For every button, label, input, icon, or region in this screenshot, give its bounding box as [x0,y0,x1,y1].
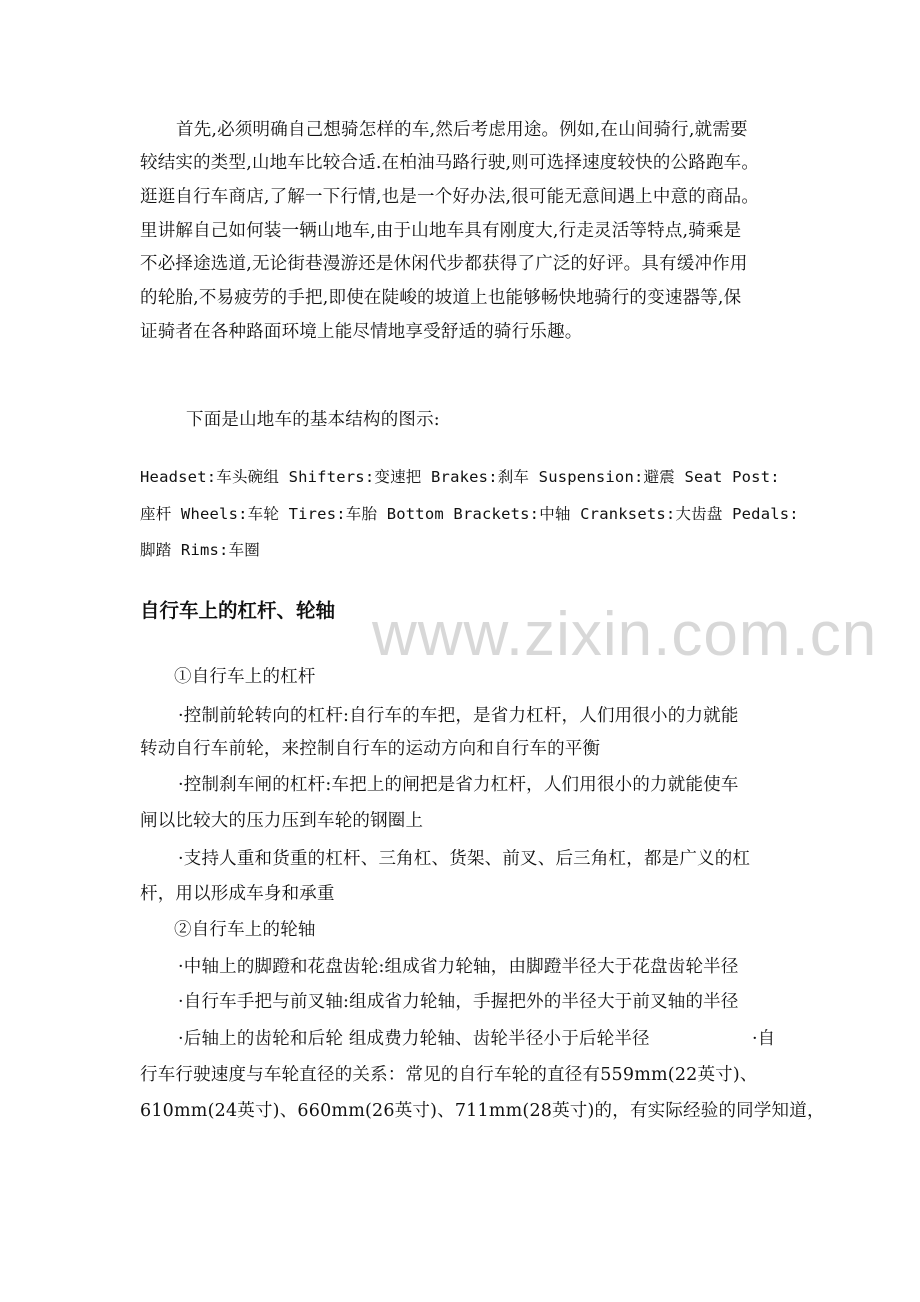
list-item-line: ·控制前轮转向的杠杆:自行车的车把，是省力杠杆，人们用很小的力就能 [178,706,739,726]
list-item-line: ·控制刹车闸的杠杆:车把上的闸把是省力杠杆，人们用很小的力就能使车 [178,775,739,795]
paragraph-line: 不必择途选道,无论街巷漫游还是休闲代步都获得了广泛的好评。具有缓冲作用 [140,254,748,274]
section-heading: 自行车上的杠杆、轮轴 [140,599,336,622]
paragraph-line: 较结实的类型,山地车比较合适.在柏油马路行驶,则可选择速度较快的公路跑车。 [140,153,760,173]
glossary-line: 座杆 Wheels:车轮 Tires:车胎 Bottom Brackets:中轴 Cranksets:大齿盘 Pedals: [140,505,799,523]
paragraph-line: 行车行驶速度与车轮直径的关系：常见的自行车轮的直径有559mm(22英寸)、 [140,1065,758,1085]
diagram-intro: 下面是山地车的基本结构的图示: [186,410,440,430]
paragraph-line: 的轮胎,不易疲劳的手把,即使在陡峻的坡道上也能够畅快地骑行的变速器等,保 [140,288,742,308]
list-item-line: ·后轴上的齿轮和后轮 组成费力轮轴、齿轮半径小于后轮半径 [178,1029,650,1049]
paragraph-line: 里讲解自己如何装一辆山地车,由于山地车具有刚度大,行走灵活等特点,骑乘是 [140,221,742,241]
list-item-line: 闸以比较大的压力压到车轮的钢圈上 [140,811,424,831]
paragraph-line: 逛逛自行车商店,了解一下行情,也是一个好办法,很可能无意间遇上中意的商品。 [140,187,760,207]
list-item-line: 转动自行车前轮，来控制自行车的运动方向和自行车的平衡 [140,739,601,759]
paragraph-line: 610mm(24英寸)、660mm(26英寸)、711mm(28英寸)的，有实际经验的同学知道， [140,1101,825,1121]
list-item-line: 杆，用以形成车身和承重 [140,884,335,904]
paragraph-line: 首先,必须明确自己想骑怎样的车,然后考虑用途。例如,在山间骑行,就需要 [176,120,748,140]
list-item-line: ·支持人重和货重的杠杆、三角杠、货架、前叉、后三角杠，都是广义的杠 [178,849,751,869]
lever-subheading: ①自行车上的杠杆 [174,667,316,687]
list-item-line: ·中轴上的脚蹬和花盘齿轮:组成省力轮轴，由脚蹬半径大于花盘齿轮半径 [178,957,739,977]
paragraph-line: 证骑者在各种路面环境上能尽情地享受舒适的骑行乐趣。 [140,322,583,342]
watermark: www.zixin.com.cn [372,600,878,669]
glossary-line: 脚踏 Rims:车圈 [140,541,260,559]
list-item-line: ·自行车手把与前叉轴:组成省力轮轴，手握把外的半径大于前叉轴的半径 [178,992,739,1012]
axle-subheading: ②自行车上的轮轴 [174,920,316,940]
bullet-start: ·自 [752,1029,776,1049]
glossary-line: Headset:车头碗组 Shifters:变速把 Brakes:刹车 Suspension:避震 Seat Post: [140,468,780,486]
